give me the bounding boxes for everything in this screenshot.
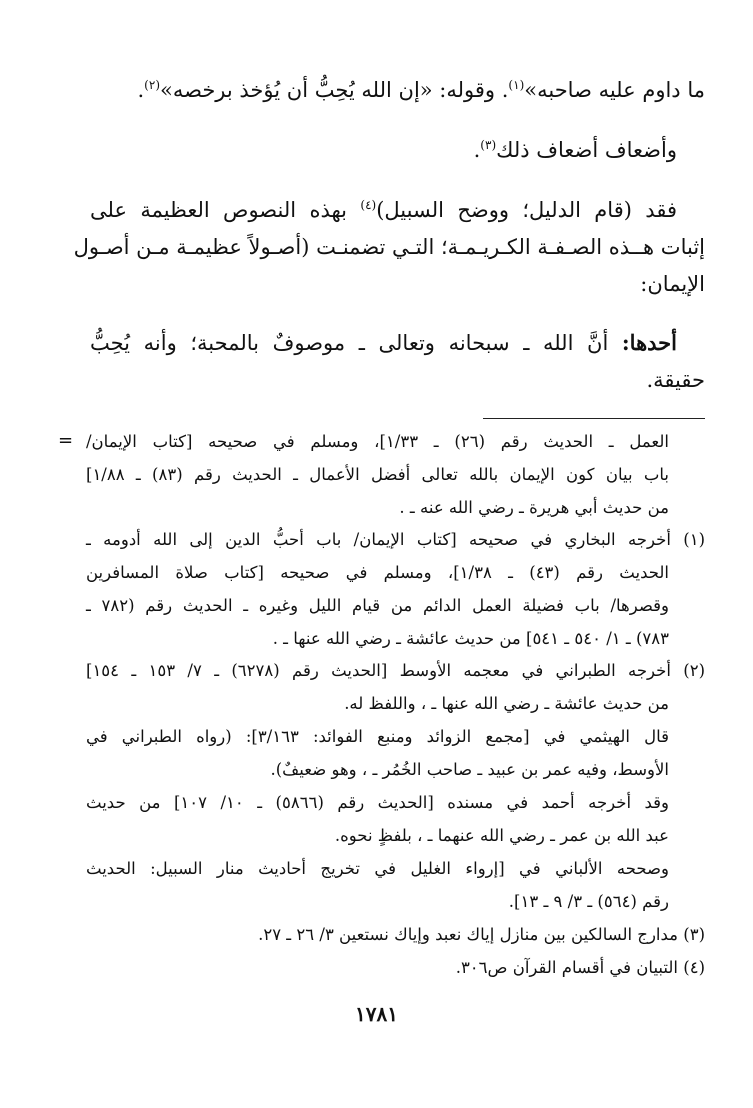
footnote-line: العمل ـ الحديث رقم (٢٦) ـ ١/٣٣]، ومسلم في صحيحه [كتاب الإيمان/ — [86, 432, 669, 451]
text-segment: وأضعاف أضعاف ذلك — [496, 138, 677, 162]
footnote-3: (٣) مدارج السالكين بين منازل إياك نعبد وإياك نستعين ٣/ ٢٦ ـ ٢٧. — [258, 925, 705, 944]
text-segment: فقد (قام الدليل؛ ووضح السبيل) — [376, 198, 677, 222]
body-line-3 — [90, 198, 677, 222]
footnote-4: (٤) التبيان في أقسام القرآن ص٣٠٦. — [455, 958, 705, 977]
footnote-line: عبد الله بن عمر ـ رضي الله عنهما ـ ، بلفظٍ نحوه. — [334, 826, 669, 845]
body-line-5: الإيمان: — [640, 272, 705, 296]
footnote-ref: (٣) — [480, 138, 497, 152]
body-line-6 — [90, 330, 677, 355]
page-number: ١٧٨١ — [355, 1002, 398, 1026]
text-segment: . — [137, 78, 145, 102]
footnote-line: ٧٨٣) ـ ١/ ٥٤٠ ـ ٥٤١] من حديث عائشة ـ رضي الله عنها ـ . — [272, 629, 669, 648]
text-segment: أنَّ الله ـ سبحانه وتعالى ـ موصوفٌ بالمحبة؛ وأنه يُحِبُّ — [90, 331, 622, 355]
body-line-2 — [474, 138, 677, 162]
footnote-line: باب بيان كون الإيمان بالله تعالى أفضل الأعمال ـ الحديث رقم (٨٣) ـ ١/٨٨] — [86, 465, 670, 484]
footnote-line: من حديث عائشة ـ رضي الله عنها ـ ، واللفظ له. — [344, 694, 669, 713]
continuation-mark: = — [58, 430, 74, 451]
footnote-line: وقصرها/ باب فضيلة العمل الدائم من قيام الليل وغيره ـ الحديث رقم (٧٨٢ ـ — [86, 596, 669, 615]
footnote-separator — [483, 418, 705, 419]
footnote-1: (١) أخرجه البخاري في صحيحه [كتاب الإيمان/ باب أحبُّ الدين إلى الله أدومه ـ — [86, 530, 705, 549]
footnote-line: قال الهيثمي في [مجمع الزوائد ومنبع الفوائد: ٣/١٦٣]: (رواه الطبراني في — [86, 727, 669, 746]
footnote-line: من حديث أبي هريرة ـ رضي الله عنه ـ . — [399, 498, 669, 517]
paragraph-lead: أحدها: — [621, 330, 677, 355]
footnote-ref: (١) — [508, 78, 525, 92]
text-segment: . — [473, 138, 481, 162]
footnote-line: رقم (٥٦٤) ـ ٣/ ٩ ـ ١٣]. — [508, 892, 669, 911]
body-line-1 — [137, 78, 705, 102]
footnote-ref: (٤) — [360, 198, 377, 212]
text-segment: . وقوله: «إن الله يُحِبُّ أن يُؤخذ برخصه» — [160, 78, 509, 102]
footnote-line: الحديث رقم (٤٣) ـ ١/٣٨]، ومسلم في صحيحه [كتاب صلاة المسافرين — [86, 563, 670, 582]
footnote-line: وصححه الألباني في [إرواء الغليل في تخريج أحاديث منار السبيل: الحديث — [86, 859, 669, 878]
text-segment: بهذه النصوص العظيمة على — [90, 198, 361, 222]
body-line-4: إثبات هــذه الصـفـة الكـريـمـة؛ التـي تضمنـت (أصـولاً عظيمـة مـن أصـول — [73, 235, 705, 259]
footnote-line: الأوسط، وفيه عمر بن عبيد ـ صاحب الخُمُر ـ ، وهو ضعيفٌ). — [270, 760, 669, 779]
footnote-line: وقد أخرجه أحمد في مسنده [الحديث رقم (٥٨٦٦) ـ ١٠/ ١٠٧] من حديث — [86, 793, 670, 812]
body-line-7: حقيقة. — [646, 368, 705, 392]
text-segment: ما داوم عليه صاحبه» — [524, 78, 705, 102]
footnote-ref: (٢) — [144, 78, 160, 92]
footnote-2: (٢) أخرجه الطبراني في معجمه الأوسط [الحديث رقم (٦٢٧٨) ـ ٧/ ١٥٣ ـ ١٥٤] — [86, 661, 706, 680]
